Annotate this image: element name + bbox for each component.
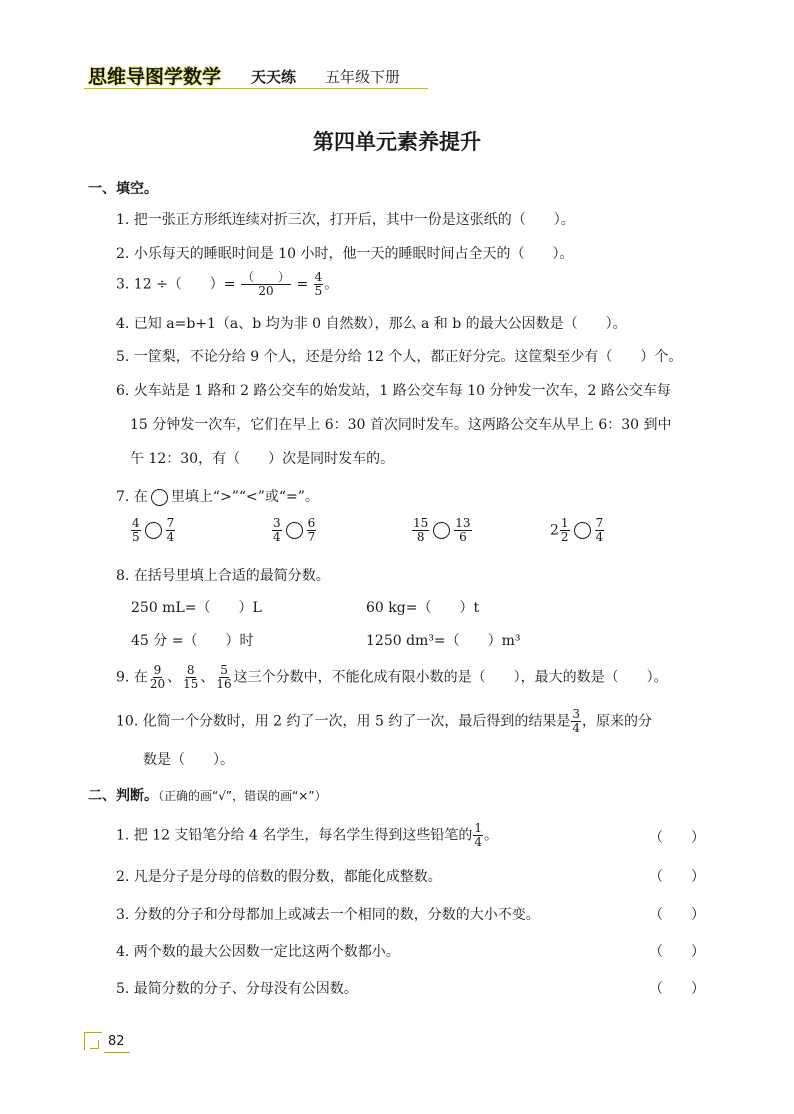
pair2-b-den: 7 [307, 530, 316, 544]
pair2-a-num: 3 [273, 516, 281, 530]
pair1-b-num: 7 [166, 516, 175, 530]
q9-prefix: 9. 在 [116, 669, 148, 686]
q10-num: 3 [572, 707, 580, 721]
judge-4-answer[interactable]: （ ） [649, 944, 705, 960]
q8-a: 250 mL=（ ）L [131, 600, 262, 616]
q3-prefix: 3. 12 ÷（ ）= [116, 276, 236, 293]
pair1-a-num: 4 [132, 516, 140, 530]
question-1: 1. 把一张正方形纸连续对折三次，打开后，其中一份是这张纸的（ ）。 [116, 212, 575, 228]
compare-circle-icon[interactable] [145, 522, 162, 539]
compare-circle-icon [151, 489, 168, 506]
q3-end: 。 [324, 276, 339, 293]
compare-circle-icon[interactable] [433, 522, 450, 539]
q9-sep: 、 [167, 669, 182, 686]
judge-2-answer[interactable]: （ ） [649, 869, 705, 885]
q3-fraction-2 [314, 271, 324, 298]
q9-f1-num: 9 [153, 663, 162, 677]
q7-prefix: 7. 在 [116, 489, 148, 505]
compare-pair-1 [130, 517, 176, 544]
question-6-line-3: 午 12：30，有（ ）次是同时发车的。 [130, 451, 395, 467]
question-5: 5. 一筐梨，不论分给 9 个人，还是分给 12 个人，都正好分完。这筐梨至少有（ ）个。 [116, 349, 683, 365]
section-judge-note: （正确的画“√”，错误的画“×”） [158, 789, 327, 803]
pair4-b-num: 7 [595, 516, 604, 530]
section-fill-blank-heading: 一、填空。 [88, 181, 158, 197]
judge-4: 4. 两个数的最大公因数一定比这两个数都小。 [116, 944, 400, 960]
judge-5: 5. 最简分数的分子、分母没有公因数。 [116, 981, 358, 997]
compare-pair-3 [411, 517, 473, 544]
q9-f3-den: 16 [216, 677, 232, 691]
q10-suffix: ，原来的分 [581, 713, 652, 730]
judge-5-answer[interactable]: （ ） [649, 981, 705, 997]
pair4-b-den: 4 [595, 530, 604, 544]
compare-circle-icon[interactable] [286, 522, 303, 539]
pair1-a-den: 5 [132, 530, 140, 544]
q9-f2-den: 15 [183, 677, 199, 691]
q9-f2-num: 8 [186, 663, 195, 677]
judge-1-num: 1 [474, 821, 482, 835]
page-number: 82 [108, 1034, 125, 1049]
pair4-a-den: 2 [560, 530, 569, 544]
pair4-a-whole: 2 [550, 522, 559, 539]
q10-den: 4 [572, 721, 580, 735]
pair3-b-den: 6 [459, 530, 467, 544]
q8-b: 60 kg=（ ）t [366, 600, 480, 616]
section-judge-title: 二、判断。 [88, 788, 158, 804]
page-corner-mark [90, 1040, 99, 1049]
pair3-a-num: 15 [413, 516, 429, 530]
judge-1-answer[interactable]: （ ） [649, 830, 705, 846]
question-9 [116, 664, 668, 691]
section-judge-heading [88, 785, 327, 805]
question-3 [116, 271, 338, 298]
q7-suffix: 里填上“>”“<”或“=”。 [170, 489, 319, 505]
compare-pair-4 [550, 517, 605, 544]
q8-c: 45 分 =（ ）时 [131, 633, 254, 649]
question-4: 4. 已知 a=b+1（a、b 均为非 0 自然数），那么 a 和 b 的最大公因数是（ ）。 [116, 316, 627, 332]
q9-suffix: 这三个分数中，不能化成有限小数的是（ ），最大的数是（ ）。 [233, 669, 668, 686]
question-6-line-2: 15 分钟发一次车，它们在早上 6：30 首次同时发车。这两路公交车从早上 6：30 到中 [130, 417, 672, 433]
q9-f3-num: 5 [220, 663, 228, 677]
pair2-b-num: 6 [307, 516, 316, 530]
judge-1-text: 1. 把 12 支铅笔分给 4 名学生，每名学生得到这些铅笔的 [116, 827, 473, 844]
judge-1-den: 4 [474, 835, 482, 849]
judge-3: 3. 分数的分子和分母都加上或减去一个相同的数，分数的大小不变。 [116, 907, 540, 923]
compare-pair-2 [271, 517, 317, 544]
page-title: 第四单元素养提升 [313, 130, 481, 154]
pair1-b-den: 4 [166, 530, 175, 544]
q3-f2-numerator: 4 [314, 270, 323, 284]
judge-3-answer[interactable]: （ ） [649, 907, 705, 923]
series-logo: 思维导图学数学 [88, 66, 222, 88]
judge-2: 2. 凡是分子是分母的倍数的假分数，都能化成整数。 [116, 869, 442, 885]
pair4-a-num: 1 [560, 516, 569, 530]
header-divider [84, 88, 428, 89]
q3-f1-numerator: （ ） [242, 270, 291, 284]
question-2: 2. 小乐每天的睡眠时间是 10 小时，他一天的睡眠时间占全天的（ ）。 [116, 246, 574, 262]
q3-equals: = [296, 276, 309, 293]
series-name: 天天练 [251, 68, 297, 86]
page-number-underline [104, 1052, 130, 1053]
q9-sep: 、 [200, 669, 215, 686]
compare-circle-icon[interactable] [574, 522, 591, 539]
question-6-line-1: 6. 火车站是 1 路和 2 路公交车的始发站，1 路公交车每 10 分钟发一次车，2 路公交车每 [116, 383, 671, 399]
judge-1 [116, 822, 498, 849]
judge-1-end: 。 [483, 827, 498, 844]
question-7 [116, 486, 319, 506]
q8-d: 1250 dm³=（ ）m³ [366, 633, 521, 649]
q9-f1-den: 20 [149, 677, 166, 691]
q3-f1-denominator: 20 [258, 284, 274, 298]
pair3-b-num: 13 [455, 516, 471, 530]
pair3-a-den: 8 [416, 530, 425, 544]
question-8: 8. 在括号里填上合适的最简分数。 [116, 568, 330, 584]
q10-prefix: 10. 化简一个分数时，用 2 约了一次，用 5 约了一次，最后得到的结果是 [116, 713, 571, 730]
q3-fraction-1 [241, 271, 291, 298]
question-10 [116, 708, 652, 735]
q3-f2-denominator: 5 [314, 284, 323, 298]
question-10-line-2: 数是（ ）。 [143, 752, 234, 768]
grade-label: 五年级下册 [325, 68, 401, 86]
pair2-a-den: 4 [273, 530, 281, 544]
